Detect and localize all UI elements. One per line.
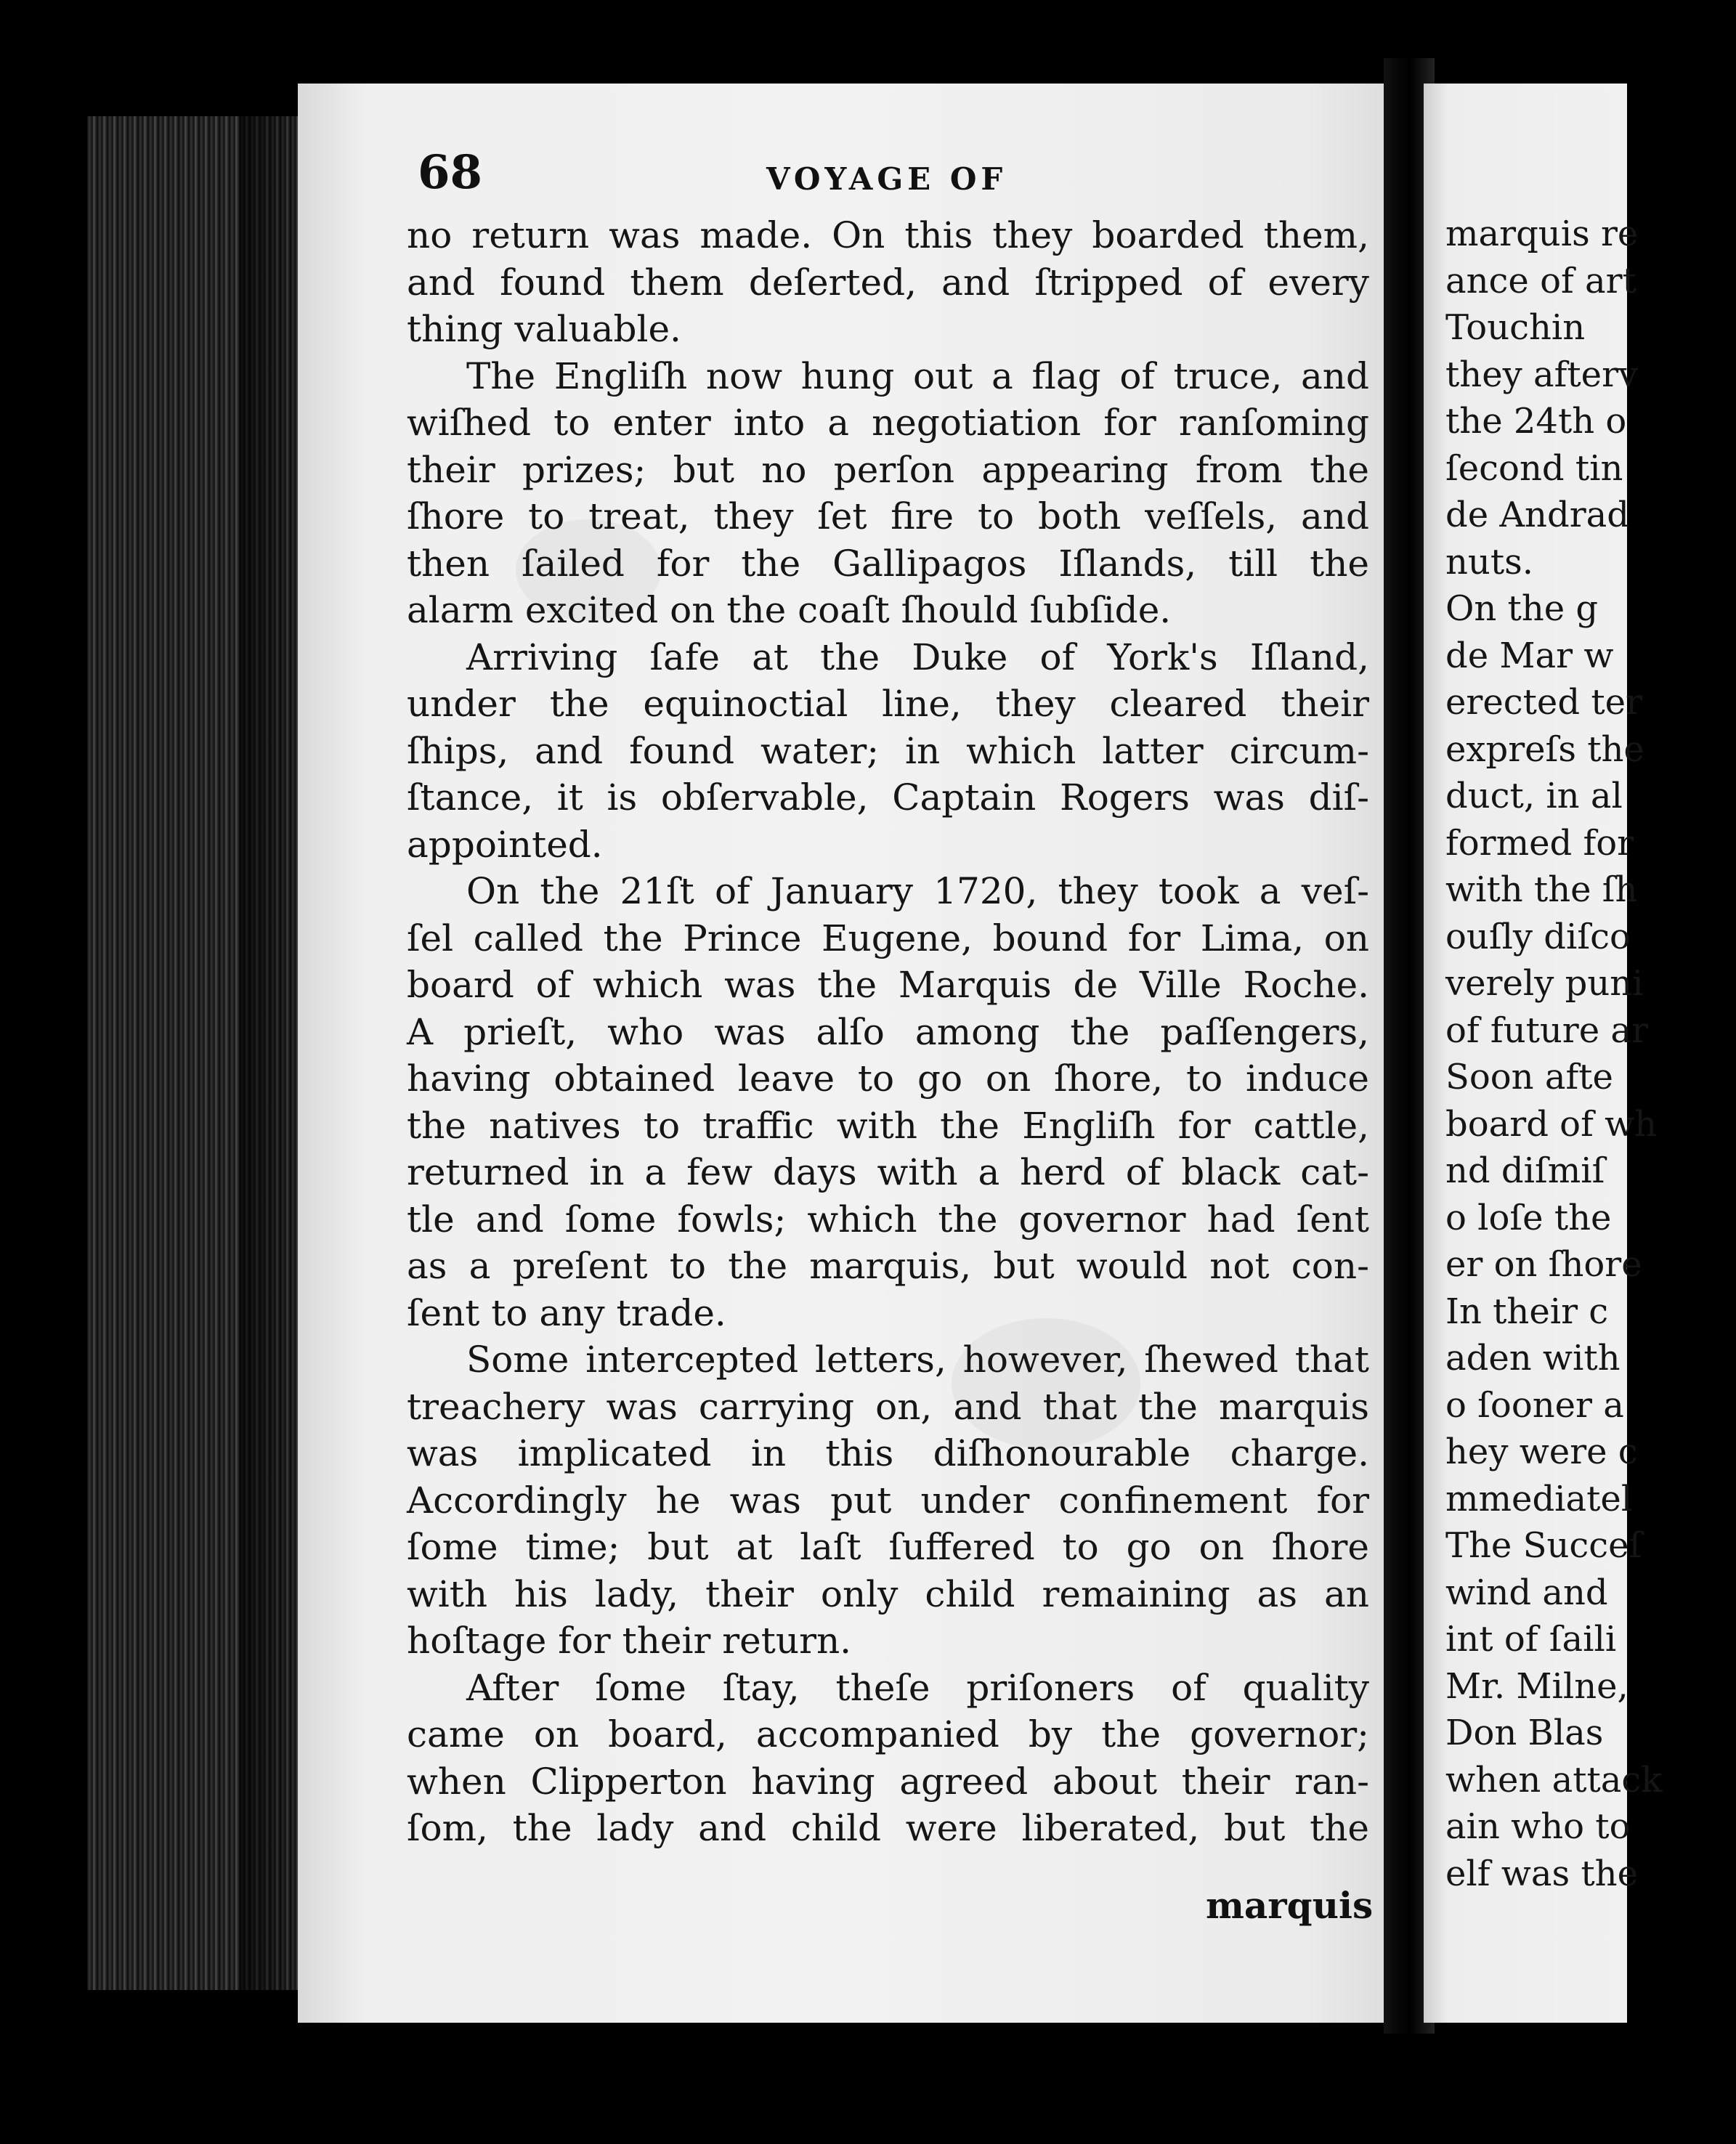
text-line: was implicated in this diſhonourable charge. [407, 1432, 1369, 1474]
facing-text-line: ſecond tin [1445, 447, 1623, 489]
text-line: the natives to traffic with the Engliſh for cattle, [407, 1104, 1369, 1147]
text-line: treachery was carrying on, and that the marquis [407, 1385, 1369, 1428]
text-line: ſhore to treat, they ſet fire to both veſſels, and [407, 495, 1369, 537]
facing-text-line: expreſs the [1445, 728, 1644, 770]
text-line: no return was made. On this they boarded them, [407, 214, 1369, 256]
facing-text-line: de Andrad [1445, 495, 1629, 535]
facing-text-line: erected ter [1445, 682, 1642, 723]
facing-text-line: ouſly diſco [1445, 916, 1631, 957]
running-head: VOYAGE OF [766, 161, 1007, 197]
text-line: Some intercepted letters, however, ſhewed that [466, 1339, 1369, 1381]
facing-text-line: On the g [1445, 588, 1599, 629]
facing-text-line: nd diſmiſ [1445, 1150, 1605, 1191]
text-line: when Clipperton having agreed about their ran- [407, 1760, 1369, 1803]
text-line: ſom, the lady and child were liberated, but the [407, 1807, 1369, 1849]
body-text [407, 212, 1369, 1852]
facing-text-line: duct, in al [1445, 776, 1623, 816]
facing-text-line: ain who to [1445, 1806, 1631, 1847]
text-line: having obtained leave to go on ſhore, to induce [407, 1057, 1369, 1100]
facing-text-line: Don Blas [1445, 1713, 1604, 1753]
facing-text-line: formed for [1445, 822, 1634, 864]
text-line: came on board, accompanied by the governor; [407, 1713, 1369, 1755]
text-line: wiſhed to enter into a negotiation for ranſoming [407, 402, 1369, 444]
facing-text-line: they afterv [1445, 354, 1639, 395]
facing-text-line: elf was the [1445, 1853, 1638, 1894]
facing-text-line: ance of art [1445, 260, 1636, 301]
facing-text-line: de Mar w [1445, 635, 1614, 676]
facing-text-line: board of wh [1445, 1103, 1658, 1145]
facing-text-line: of future ar [1445, 1010, 1648, 1051]
facing-text-line: when attack [1445, 1759, 1663, 1800]
text-line: ſent to any trade. [407, 1291, 726, 1334]
text-line: ſome time; but at laſt ſuffered to go on ſhore [407, 1526, 1369, 1568]
text-line: ſhips, and found water; in which latter circum- [407, 729, 1369, 772]
text-line: as a preſent to the marquis, but would not con- [407, 1245, 1369, 1287]
text-line: hoſtage for their return. [407, 1620, 852, 1662]
facing-text-line: Touchin [1445, 307, 1586, 348]
facing-text-line: hey were c [1445, 1432, 1638, 1472]
text-line: The Engliſh now hung out a flag of truce, and [466, 354, 1369, 397]
facing-text-line: marquis re [1445, 214, 1639, 254]
facing-text-line: mmediatel [1445, 1478, 1633, 1519]
text-line: alarm excited on the coaſt ſhould ſubſide. [407, 589, 1172, 631]
text-line: under the equinoctial line, they cleared their [407, 683, 1369, 725]
facing-text-line: nuts. [1445, 541, 1534, 582]
text-line: After ſome ſtay, theſe priſoners of quality [466, 1666, 1369, 1709]
facing-text-line: with the ſh [1445, 869, 1638, 910]
spine-shadow [240, 94, 305, 1997]
text-line: with his lady, their only child remaining as an [407, 1572, 1369, 1615]
facing-text-line: o loſe the [1445, 1197, 1612, 1238]
facing-text-line: er on ſhore [1445, 1244, 1642, 1285]
text-line: their prizes; but no perſon appearing from the [407, 448, 1369, 491]
text-line: tle and ſome fowls; which the governor had ſent [407, 1198, 1369, 1240]
catchword: marquis [1206, 1884, 1374, 1927]
page-number: 68 [418, 145, 483, 200]
text-line: Accordingly he was put under confinement for [407, 1479, 1369, 1522]
facing-text-line: Mr. Milne, [1445, 1665, 1628, 1707]
facing-text-line: wind and [1445, 1572, 1608, 1613]
text-line: A prieſt, who was alſo among the paſſengers, [407, 1010, 1369, 1053]
text-line: and found them deſerted, and ſtripped of every [407, 261, 1369, 304]
text-line: board of which was the Marquis de Ville Roche. [407, 964, 1369, 1006]
facing-text-line: In their c [1445, 1291, 1609, 1332]
facing-text-line: The Succeſ [1445, 1525, 1642, 1566]
facing-text-line: verely puni [1445, 963, 1644, 1004]
text-line: ſel called the Prince Eugene, bound for Lima, on [407, 917, 1369, 959]
text-line: appointed. [407, 823, 603, 866]
facing-text-line: o ſooner a [1445, 1384, 1624, 1426]
facing-text-line: the 24th o [1445, 401, 1627, 442]
text-line: Arriving ſafe at the Duke of York's Iſland, [466, 636, 1369, 678]
text-line: ſtance, it is obſervable, Captain Rogers was diſ- [407, 776, 1369, 819]
facing-text-line: Soon afte [1445, 1057, 1613, 1097]
facing-page-text [1445, 211, 1736, 1897]
text-line: thing valuable. [407, 308, 681, 350]
text-line: On the 21ſt of January 1720, they took a veſ- [466, 870, 1369, 912]
text-line: returned in a few days with a herd of black cat- [407, 1151, 1369, 1193]
text-line: then ſailed for the Gallipagos Iſlands, till the [407, 542, 1369, 585]
facing-text-line: aden with [1445, 1338, 1621, 1378]
facing-text-line: int of ſaili [1445, 1619, 1617, 1660]
